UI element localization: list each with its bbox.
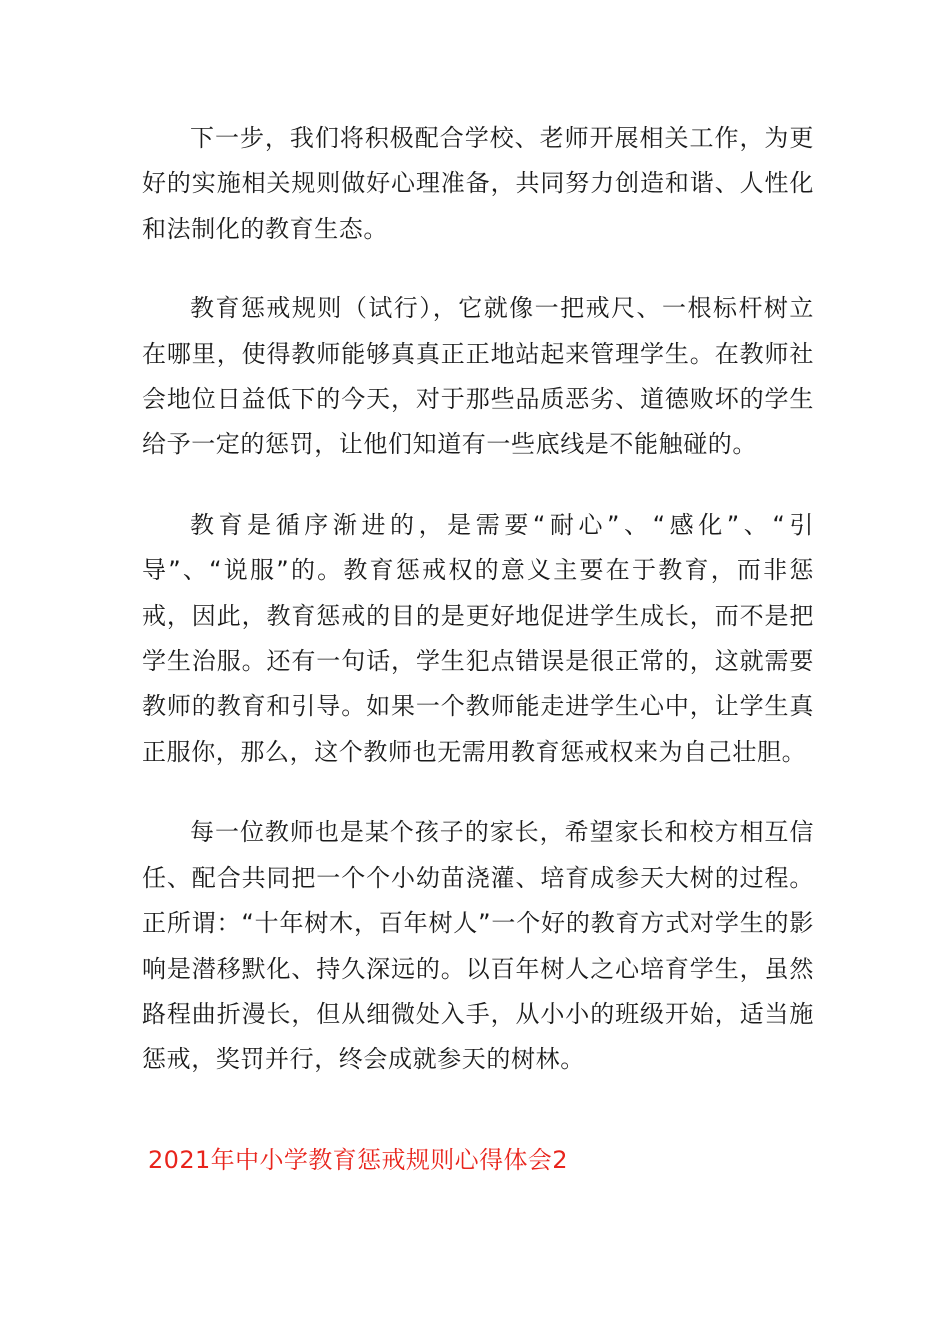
paragraph-1: 下一步，我们将积极配合学校、老师开展相关工作，为更好的实施相关规则做好心理准备，共同努力创造和谐、人性化和法制化的教育生态。 — [142, 124, 814, 243]
document-body — [142, 116, 814, 1118]
section-heading: 2021年中小学教育惩戒规则心得体会2 — [148, 1146, 568, 1174]
paragraph-3: 教育是循序渐进的，是需要“耐心”、“感化”、“引导”、“说服”的。教育惩戒权的意义主要在于教育，而非惩戒，因此，教育惩戒的目的是更好地促进学生成长，而不是把学生治服。还有一句话，学生犯点错误是很正常的，这就需要教师的教育和引导。如果一个教师能走进学生心中，让学生真正服你，那么，这个教师也无需用教育惩戒权来为自己壮胆。 — [142, 510, 814, 766]
paragraph-2: 教育惩戒规则（试行），它就像一把戒尺、一根标杆树立在哪里，使得教师能够真真正正地站起来管理学生。在教师社会地位日益低下的今天，对于那些品质恶劣、道德败坏的学生给予一定的惩罚，让他们知道有一些底线是不能触碰的。 — [142, 294, 814, 459]
paragraph-4: 每一位教师也是某个孩子的家长，希望家长和校方相互信任、配合共同把一个个小幼苗浇灌、培育成参天大树的过程。正所谓：“十年树木，百年树人”一个好的教育方式对学生的影响是潜移默化、持久深远的。以百年树人之心培育学生，虽然路程曲折漫长，但从细微处入手，从小小的班级开始，适当施惩戒，奖罚并行，终会成就参天的树林。 — [142, 818, 814, 1074]
